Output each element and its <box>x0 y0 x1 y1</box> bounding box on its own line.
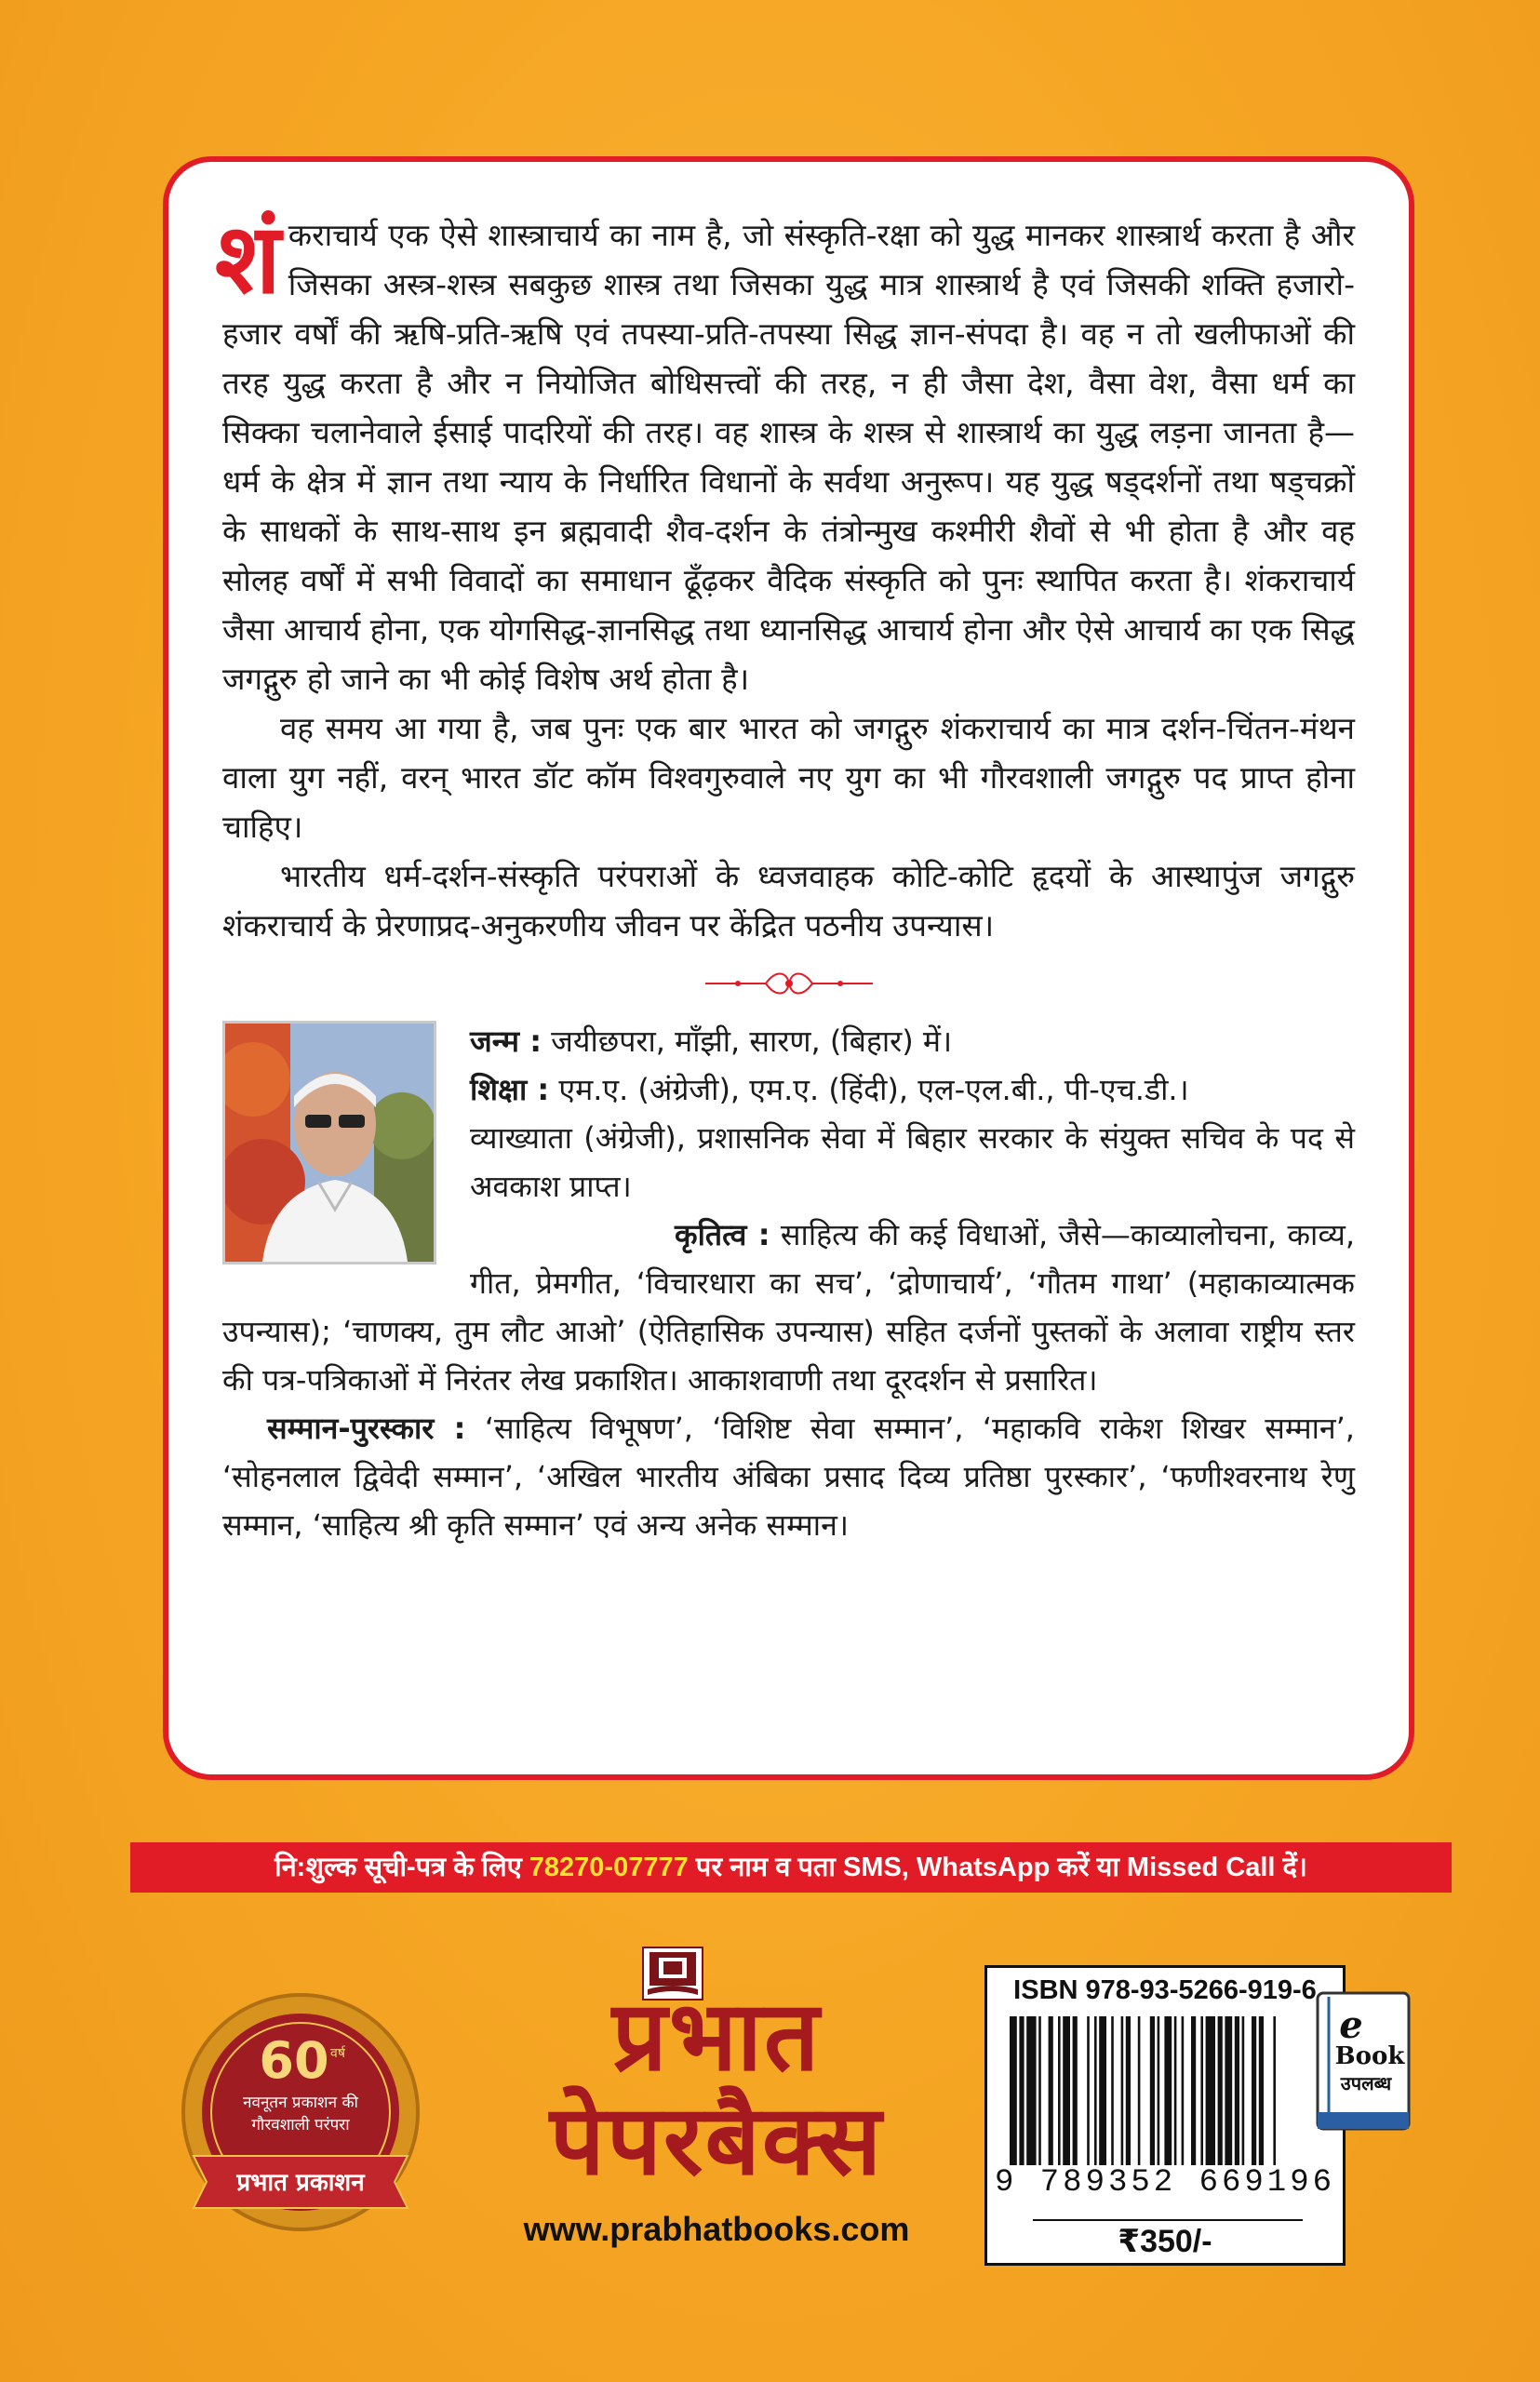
blurb-panel <box>163 156 1414 1780</box>
anniversary-medal <box>175 1987 426 2238</box>
education-label: शिक्षा : <box>470 1072 550 1107</box>
ebook-available: उपलब्ध <box>1340 2072 1392 2094</box>
medal-line2: गौरवशाली परंपरा <box>251 2116 350 2134</box>
works-label: कृतित्व : <box>675 1217 770 1252</box>
ebook-book: Book <box>1334 2042 1405 2070</box>
isbn-label: ISBN 978-93-5266-919-6 <box>1013 1975 1317 2005</box>
author-portrait-icon <box>225 1024 434 1262</box>
awards-text: ‘साहित्य विभूषण’, ‘विशिष्ट सेवा सम्मान’, ‘महाकवि राकेश शिखर सम्मान’, ‘सोहनलाल द्विवेदी सम्मान’, ‘अखिल भारतीय अंबिका प्रसाद दिव्य प्रतिष्ठा पुरस्कार’, ‘फणीश्वरनाथ रेणु सम्मान, ‘साहित्य श्री कृति सम्मान’ एवं अन्य अनेक सम्मान। <box>222 1411 1355 1543</box>
strip-phone: 78270-07777 <box>529 1853 689 1882</box>
flourish-icon <box>701 967 877 1000</box>
strip-text-before: नि:शुल्क सूची-पत्र के लिए <box>275 1853 529 1882</box>
blurb-paragraph-1 <box>215 202 1355 703</box>
awards-label: सम्मान-पुरस्कार : <box>267 1411 466 1446</box>
blurb-paragraph-3: भारतीय धर्म-दर्शन-संस्कृति परंपराओं के ध्वजवाहक कोटि-कोटि हृदयों के आस्थापुंज जगद्गुरु शंकराचार्य के प्रेरणाप्रद-अनुकरणीय जीवन पर केंद्रित पठनीय उपन्यास। <box>222 858 1355 943</box>
strip-text-after: पर नाम व पता SMS, WhatsApp करें या Missed Call दें। <box>688 1853 1307 1882</box>
medal-varsh: वर्ष <box>330 2046 345 2061</box>
brand-line-1: प्रभात <box>611 1979 822 2093</box>
medal-number: 60 <box>259 2031 329 2090</box>
medal-line1: नवनूतन प्रकाशन की <box>243 2094 358 2112</box>
works-text: साहित्य की कई विधाओं, जैसे—काव्यालोचना, काव्य, गीत, प्रेमगीत, ‘विचारधारा का सच’, ‘द्रोणाचार्य’, ‘गौतम गाथा’ (महाकाव्यात्मक उपन्यास); ‘चाणक्य, तुम लौट आओ’ (ऐतिहासिक उपन्यास) सहित दर्जनों पुस्तकों के अलावा राष्ट्रीय स्तर की पत्र-पत्रिकाओं में निरंतर लेख प्रकाशित। आकाशवाणी तथा दूरदर्शन से प्रसारित। <box>222 1217 1355 1398</box>
author-photo <box>222 1021 436 1265</box>
birth-label: जन्म : <box>470 1024 542 1059</box>
blurb-text-1: कराचार्य एक ऐसे शास्त्राचार्य का नाम है, जो संस्कृति-रक्षा को युद्ध मानकर शास्त्रार्थ करता है और जिसका अस्त्र-शस्त्र सबकुछ शास्त्र तथा जिसका युद्ध मात्र शास्त्रार्थ है एवं जिसकी शक्ति हजारो-हजार वर्षों की ऋषि-प्रति-ऋषि एवं तपस्या-प्रति-तपस्या सिद्ध ज्ञान-संपदा है। वह न तो खलीफाओं की तरह युद्ध करता है और न नियोजित बोधिसत्त्वों की तरह, न ही जैसा देश, वैसा वेश, वैसा धर्म का सिक्का चलानेवाले ईसाई पादरियों की तरह। वह शास्त्र के शस्त्र से शास्त्रार्थ का युद्ध लड़ना जानता है—धर्म के क्षेत्र में ज्ञान तथा न्याय के निर्धारित विधानों के सर्वथा अनुरूप। यह युद्ध षड्दर्शनों तथा षड्चक्रों के साधकों के साथ-साथ इन ब्रह्मवादी शैव-दर्शन के तंत्रोन्मुख कश्मीरी शैवों से भी होता है और वह सोलह वर्षों में सभी विवादों का समाधान ढूँढ़कर वैदिक संस्कृति को पुनः स्थापित करता है। शंकराचार्य जैसा आचार्य होना, एक योगसिद्ध-ज्ञानसिद्ध तथा ध्यानसिद्ध आचार्य होना और ऐसे आचार्य का एक सिद्ध जगद्गुरु हो जाने का भी कोई विशेष अर्थ होता है। <box>222 217 1355 697</box>
blurb-paragraph-2: वह समय आ गया है, जब पुनः एक बार भारत को जगद्गुरु शंकराचार्य का मात्र दर्शन-चिंतन-मंथन वाला युग नहीं, वरन् भारत डॉट कॉम विश्वगुरुवाले नए युग का भी गौरवशाली जगद्गुरु पद प्राप्त होना चाहिए। <box>222 710 1355 845</box>
ebook-available-icon <box>1312 1989 1416 2134</box>
drop-cap: शं <box>215 202 281 315</box>
brand-line-2: पेपरबैक्स <box>549 2083 884 2197</box>
ebook-e: e <box>1339 2003 1363 2047</box>
medal-ribbon: प्रभात प्रकाशन <box>236 2169 365 2197</box>
bio-awards <box>222 1404 1355 1549</box>
website-link[interactable]: www.prabhatbooks.com <box>523 2210 910 2248</box>
catalogue-strip <box>130 1842 1452 1893</box>
barcode-icon <box>1004 2016 1326 2165</box>
bio-career: व्याख्याता (अंग्रेजी), प्रशासनिक सेवा में बिहार सरकार के संयुक्त सचिव के पद से अवकाश प्राप्त। <box>470 1120 1355 1204</box>
birth-text: जयीछपरा, माँझी, सारण, (बिहार) में। <box>551 1024 953 1059</box>
price-label: ₹350/- <box>1118 2224 1212 2259</box>
barcode-number: 9 789352 669196 <box>994 2165 1336 2201</box>
education-text: एम.ए. (अंग्रेजी), एम.ए. (हिंदी), एल-एल.बी., पी-एच.डी.। <box>558 1072 1189 1107</box>
ornament-divider <box>222 967 1355 1004</box>
